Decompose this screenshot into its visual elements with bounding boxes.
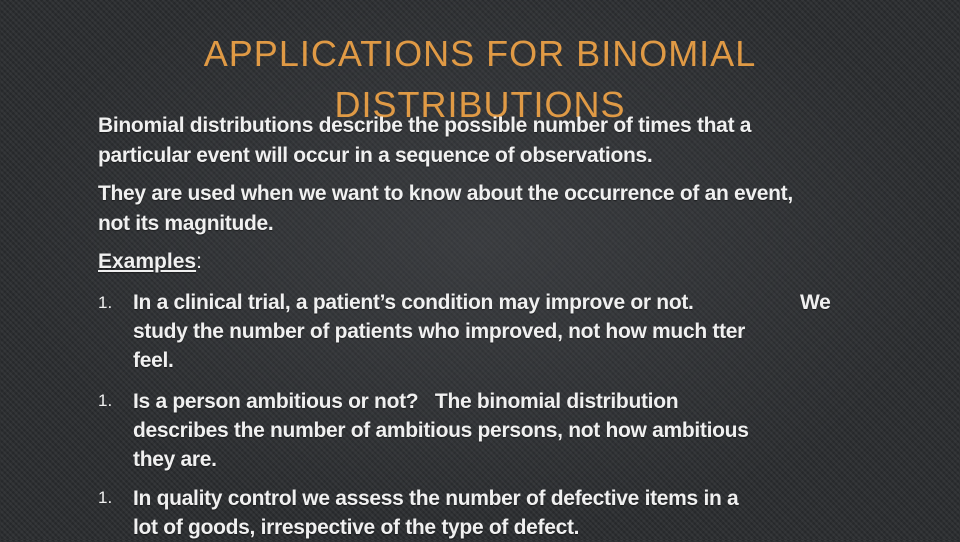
list-item-line: they are. bbox=[133, 448, 217, 471]
list-item-number: 1. bbox=[98, 293, 113, 312]
list-item bbox=[133, 387, 838, 474]
list-item-line: In a clinical trial, a patient’s condition may improve or not. bbox=[133, 291, 694, 314]
list-item-number: 1. bbox=[98, 391, 113, 410]
list-item-line: Is a person ambitious or not? The binomial distribution bbox=[133, 390, 679, 413]
examples-heading bbox=[98, 247, 202, 277]
list-item-line: lot of goods, irrespective of the type of defect. bbox=[133, 516, 580, 539]
slide-title-line-2: DISTRIBUTIONS bbox=[334, 84, 626, 125]
paragraph-definition: Binomial distributions describe the possible number of times that a particular event will occur in a sequence of observations. bbox=[98, 114, 752, 167]
examples-label: Examples bbox=[98, 250, 197, 273]
list-item bbox=[133, 484, 838, 542]
list-item bbox=[133, 288, 838, 375]
slide-title-line-1: APPLICATIONS FOR BINOMIAL bbox=[203, 33, 757, 74]
list-item-line: study the number of patients who improved, not how much tter bbox=[133, 320, 746, 343]
list-item-number: 1. bbox=[98, 488, 113, 507]
list-item-line: feel. bbox=[133, 349, 174, 372]
paragraph-usage: They are used when we want to know about the occurrence of an event, not its magnitude. bbox=[98, 182, 793, 235]
list-item-line: In quality control we assess the number of defective items in a bbox=[133, 487, 739, 510]
list-item-line-tail: We bbox=[800, 291, 831, 314]
list-item-line: describes the number of ambitious persons, not how ambitious bbox=[133, 419, 749, 442]
examples-colon: : bbox=[196, 250, 202, 273]
